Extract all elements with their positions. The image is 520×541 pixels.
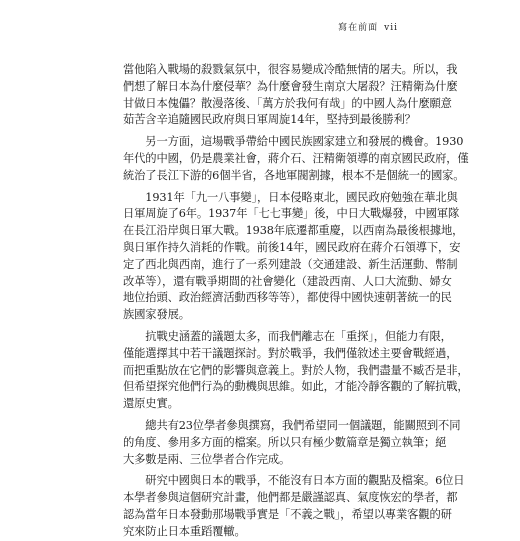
text-line: 們想了解日本為什麼侵華？為什麼會發生南京大屠殺？汪精衛為什麼 — [123, 79, 458, 93]
text-line: 總共有23位學者參與撰寫，我們希望同一個議題，能關照到不同 — [123, 418, 461, 432]
text-line: 與日軍作持久消耗的作戰。前後14年，國民政府在蔣介石領導下，安 — [123, 240, 461, 254]
paragraph — [123, 329, 469, 413]
chapter-title: 寫在前面 — [338, 23, 379, 33]
paragraph — [123, 418, 461, 468]
text-line: 日軍周旋了6年。1937年「七七事變」後，中日大戰爆發，中國軍隊 — [123, 207, 460, 221]
text-line: 年代的中國，仍是農業社會，蔣介石、汪精衛領導的南京國民政府，僅 — [123, 151, 469, 165]
text-line: 而把重點放在它們的影響與意義上。對於人物，我們盡量不臧否是非， — [123, 363, 469, 377]
text-line: 族國家發展。 — [123, 308, 190, 322]
text-line: 本學者參與這個研究計畫，他們都是嚴謹認真、氣度恢宏的學者，都 — [123, 491, 458, 505]
text-line: 地位抬頭、政治經濟活動西移等等），都使得中國快速朝著統一的民 — [123, 291, 452, 305]
text-line: 僅能選擇其中若干議題探討。對於戰爭，我們僅敘述主要會戰經過， — [123, 346, 458, 360]
text-line: 但希望探究他們行為的動機與思維。如此，才能冷靜客觀的了解抗戰， — [123, 380, 469, 394]
text-line: 另一方面，這場戰爭帶給中國民族國家建立和發展的機會。1930 — [123, 135, 464, 149]
paragraph — [123, 473, 465, 540]
text-line: 統治了長江下游的6個半省，各地軍閥割據，根本不是個統一的國家。 — [123, 168, 465, 182]
text-line: 當他陷入戰場的殺戮氣氛中，很容易變成冷酷無情的屠夫。所以，我 — [123, 63, 458, 76]
paragraph — [123, 134, 469, 184]
page-number: vii — [384, 23, 398, 33]
page-body — [123, 62, 469, 541]
text-line: 大多數是兩、三位學者合作完成。 — [123, 452, 291, 466]
running-header — [338, 20, 398, 33]
text-line: 1931年「九一八事變」，日本侵略東北，國民政府勉強在華北與 — [123, 190, 458, 204]
text-line: 抗戰史涵蓋的議題太多，而我們離志在「重探」，但能力有限， — [123, 329, 452, 343]
paragraph — [123, 62, 458, 129]
text-line: 認為當年日本發動那場戰爭實是「不義之戰」，希望以專業客觀的研 — [123, 507, 452, 521]
text-line: 的角度、參用多方面的檔案。所以只有極少數篇章是獨立執筆；絕 — [123, 435, 447, 449]
text-line: 究來防止日本重蹈覆轍。 — [123, 524, 246, 538]
text-line: 定了西北與西南，進行了一系列建設（交通建設、新生活運動、幣制 — [123, 257, 458, 271]
text-line: 甘做日本傀儡？散漫落後、「萬方於我何有哉」的中國人為什麼願意 — [123, 96, 452, 110]
paragraph — [123, 190, 464, 324]
text-line: 茹苦含辛追隨國民政府與日軍周旋14年，堅持到最後勝利？ — [123, 113, 416, 127]
text-line: 改革等），還有戰爭期間的社會變化（建設西南、人口大流動、婦女 — [123, 274, 452, 288]
text-line: 在長江沿岸與日軍大戰。1938年底遷都重慶，以西南為最後根據地， — [123, 224, 464, 238]
text-line: 還原史實。 — [123, 397, 179, 411]
text-line: 研究中國與日本的戰爭，不能沒有日本方面的觀點及檔案。6位日 — [123, 474, 465, 488]
